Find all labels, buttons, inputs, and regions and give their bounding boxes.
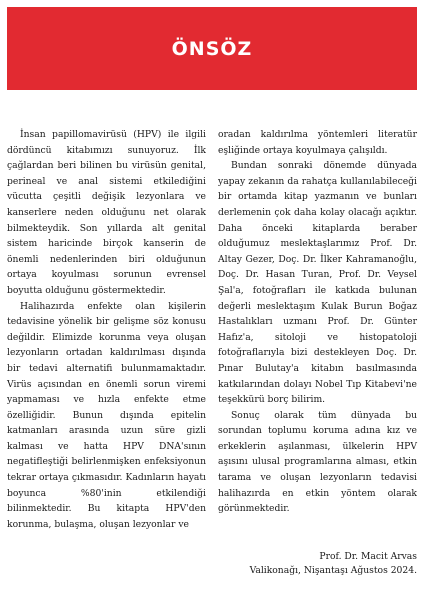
paragraph: Halihazırda enfekte olan kişilerin tedavisine yönelik bir gelişme söz konusu değildir. Elimizde korunma veya oluşan lezyonların ortadan kaldırılması dışında bir tedavi alternatifi bulunmamaktadır. Virüs açısından en önemli sorun viremi yapmaması ve hızla enfekte etme özelliğidir. Bunun dışında epitelin katmanları arasında uzun süre gizli kalması ve hatta HPV DNA'sının negatifleştiği belirlenmişken enfeksiyonun tekrar ortaya çıkmasıdır. Kadınların hayatı boyunca %80'inin etkilendiği bilinmektedir. Bu kitapta HPV'den korunma, bulaşma, oluşan lezyonlar ve [7,300,206,530]
paragraph: Sonuç olarak tüm dünyada bu sorundan toplumu koruma adına kız ve erkeklerin aşılanması, ülkelerin HPV aşısını ulusal programlarına alması, etkin tarama ve oluşan lezyonların tedavisi halihazırda en etkin yöntem olarak görünmektedir. [218,409,417,515]
author-name: Prof. Dr. Macit Arvas [319,551,417,562]
signature-block [250,550,417,578]
paragraph: Bundan sonraki dönemde dünyada yapay zekanın da rahatça kullanılabileceği bir ortamda kitap yazmanın ve bunları derlemenin çok daha kolay olacağı açıktır. Daha önceki kitaplarda beraber olduğumuz meslektaşlarımız Prof. Dr. Altay Gezer, Doç. Dr. İlker Kahramanoğlu, Doç. Dr. Hasan Turan, Prof. Dr. Veysel Şal'a, fotoğrafları ile katkıda bulunan değerli meslektaşım Kulak Burun Boğaz Hastalıkları uzmanı Prof. Dr. Günter Hafız'a, sitoloji ve histopatoloji fotoğraflarıyla bizi destekleyen Doç. Dr. Pınar Bulutay'a kitabın basılmasında katkılarından dolayı Nobel Tıp Kitabevi'ne teşekkürü borç bilirim. [218,160,417,406]
preface-body [7,127,417,532]
right-column [218,127,417,532]
page-title: ÖNSÖZ [171,37,253,60]
left-column [7,127,206,532]
place-date: Valikonağı, Nişantaşı Ağustos 2024. [249,565,417,576]
paragraph: İnsan papillomavirüsü (HPV) ile ilgili dördüncü kitabımızı sunuyoruz. İlk çağlardan beri bilinen bu virüsün genital, perineal ve anal sistemi etkilediğini vücutta çeşitli değişik lezyonlara ve kanserlere neden olduğunu net olarak bilmekteydik. Son yıllarda alt genital sistem haricinde birçok kanserin de önemli nedenlerinden biri olduğunun ortaya koyulması sorunun evrensel boyutta olduğunu göstermektedir. [7,129,206,296]
paragraph: oradan kaldırılma yöntemleri literatür eşliğinde ortaya koyulmaya çalışıldı. [218,129,417,156]
header-banner [7,7,417,90]
